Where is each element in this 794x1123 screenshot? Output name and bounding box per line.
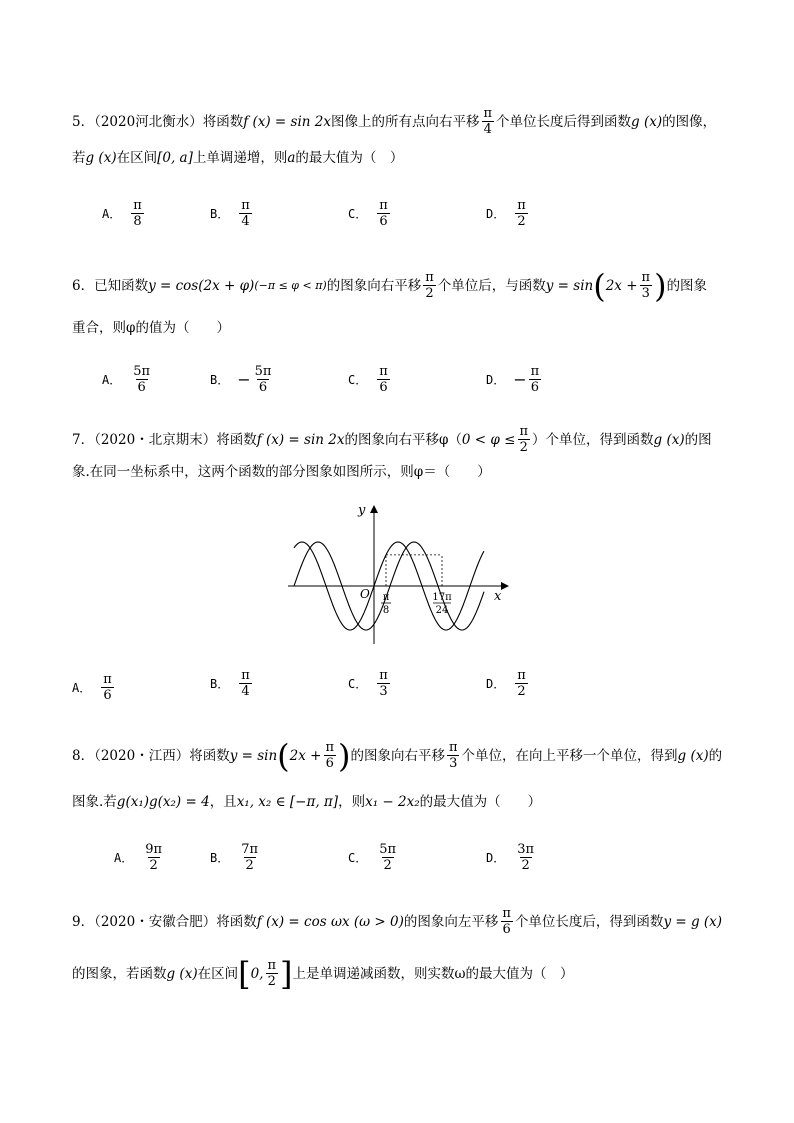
q8-prod: g(x₁)g(x₂) = 4 xyxy=(116,794,210,810)
tick1-den: 8 xyxy=(382,605,390,616)
q7-text-d: 的图 xyxy=(684,431,712,448)
q8-gx: g (x) xyxy=(677,747,709,764)
q6-shift-frac: $\frac{\pi}{2}$ xyxy=(425,270,434,301)
q9-text-c: 个单位长度后，得到函数 xyxy=(514,913,664,930)
q9-text-d: 的图象，若函数 xyxy=(72,965,167,982)
q6-text-d: 的图象 xyxy=(666,277,708,294)
q6-phi-range: (−π ≤ φ < π) xyxy=(254,278,327,292)
q5-interval: [0, a] xyxy=(157,150,193,166)
q8-text-e: 图象.若 xyxy=(72,794,117,810)
q6-option-a[interactable]: A． $\frac{5\pi}{6}$ xyxy=(102,364,151,395)
q7-option-a[interactable]: A． $\frac{\pi}{6}$ xyxy=(72,672,112,703)
q6-option-d[interactable]: D． − $\frac{\pi}{6}$ xyxy=(486,364,540,395)
q6-text-a: 6．已知函数 xyxy=(72,277,149,294)
q8-shift-frac: $\frac{\pi}{3}$ xyxy=(449,740,458,771)
q8-option-a[interactable]: A． $\frac{9\pi}{2}$ xyxy=(114,842,163,873)
q9-text-a: 9．（2020・安徽合肥）将函数 xyxy=(72,913,257,930)
q6-arg-frac: $\frac{\pi}{3}$ xyxy=(641,270,651,301)
q7-option-b[interactable]: B． $\frac{\pi}{4}$ xyxy=(210,668,250,699)
q5-option-c[interactable]: C． $\frac{\pi}{6}$ xyxy=(348,198,388,229)
q9-shift-frac: $\frac{\pi}{6}$ xyxy=(502,906,511,937)
q9-line1 xyxy=(72,906,734,937)
q8-text-a: 8．（2020・江西）将函数 xyxy=(72,747,230,764)
q9-text-f: 上是单调递减函数，则实数ω的最大值为（ ） xyxy=(292,965,574,982)
q6-ysin: y = sin xyxy=(545,277,594,294)
q7-fx: f (x) = sin 2x xyxy=(256,431,345,448)
q9-fcos: f (x) = cos ωx (ω > 0) xyxy=(256,913,404,930)
q5-gx-2: g (x) xyxy=(85,150,117,166)
q5-text-e: 若 xyxy=(72,150,86,166)
tick1-num: π xyxy=(382,592,390,603)
tick2-num: 17π xyxy=(432,592,452,603)
q8-text-b: 的图象向右平移 xyxy=(350,747,445,764)
q9-interval-start: 0, xyxy=(250,965,264,982)
q6-arg: 2x + xyxy=(605,277,638,294)
q6-option-b[interactable]: B． − $\frac{5\pi}{6}$ xyxy=(210,364,272,395)
q7-graph xyxy=(284,500,516,646)
q8-option-b[interactable]: B． $\frac{7\pi}{2}$ xyxy=(210,842,259,873)
x-axis-label: x xyxy=(494,589,502,604)
q9-line2: 的图象，若函数 g (x) 在区间 [ 0, $\frac{\pi}{2}$ ] 上是单调递减函数，则实数ω的最大值为（ ） xyxy=(72,954,574,993)
q7-option-d[interactable]: D． $\frac{\pi}{2}$ xyxy=(486,668,526,699)
q5-fx: f (x) = sin 2x xyxy=(243,113,331,130)
q7-option-c[interactable]: C． $\frac{\pi}{3}$ xyxy=(348,668,388,699)
q5-option-d[interactable]: D． $\frac{\pi}{2}$ xyxy=(486,198,526,229)
q8-text-d: 的 xyxy=(708,747,723,764)
q5-text-f: 在区间 xyxy=(116,150,158,166)
q8-line1: 8．（2020・江西）将函数 y = sin ( 2x + $\frac{\pi}{6}$ ) 的图象向右平移 $\frac{\pi}{3}$ 个单位，在向上平移一个单位，得到 g (x) 的 xyxy=(72,736,723,775)
q5-text: 5．（2020河北衡水）将函数 xyxy=(72,113,244,130)
q5-a: a xyxy=(287,150,296,166)
q7-phi-frac: $\frac{\pi}{2}$ xyxy=(519,424,529,455)
q6-option-c[interactable]: C． $\frac{\pi}{6}$ xyxy=(348,364,388,395)
q7-line1 xyxy=(72,424,734,455)
q8-domain: x₁, x₂ ∈ [−π, π] xyxy=(236,794,339,810)
q8-text-f: ，且 xyxy=(209,794,237,810)
origin-label: O xyxy=(360,587,370,601)
q5-option-b[interactable]: B． $\frac{\pi}{4}$ xyxy=(210,198,250,229)
q5-gx: g (x) xyxy=(631,113,663,130)
y-axis-label: y xyxy=(358,503,366,518)
q5-option-a[interactable]: A． $\frac{\pi}{8}$ xyxy=(102,198,142,229)
q5-line1 xyxy=(72,106,734,137)
q9-interval-frac: $\frac{\pi}{2}$ xyxy=(267,958,277,989)
q6-ycos: y = cos(2x + φ) xyxy=(148,277,255,294)
q8-text-h: 的最大值为（ ） xyxy=(419,794,542,810)
q8-arg-frac: $\frac{\pi}{6}$ xyxy=(325,740,335,771)
q8-option-d[interactable]: D． $\frac{3\pi}{2}$ xyxy=(486,842,535,873)
q8-ysin: y = sin xyxy=(229,747,278,764)
q5-text-h: 的最大值为（ ） xyxy=(295,150,404,166)
q6-line1: 6．已知函数 y = cos(2x + φ) (−π ≤ φ < π) 的图象向右平移 $\frac{\pi}{2}$ 个单位后，与函数 y = sin ( 2x + $\frac{\pi}{3}$ ) 的图象 xyxy=(72,266,708,305)
q7-text-a: 7．（2020・北京期末）将函数 xyxy=(72,431,257,448)
q9-gx: g (x) xyxy=(166,965,198,982)
q9-ygx: y = g (x) xyxy=(663,913,723,930)
q8-text-g: ，则 xyxy=(338,794,366,810)
q8-option-c[interactable]: C． $\frac{5\pi}{2}$ xyxy=(348,842,397,873)
q9-text-b: 的图象向左平移 xyxy=(403,913,499,930)
q6-text-c: 个单位后，与函数 xyxy=(437,277,546,294)
q6-line2 xyxy=(72,318,734,338)
q5-text-c: 个单位长度后得到函数 xyxy=(496,113,632,130)
q7-text-e: 象.在同一坐标系中，这两个函数的部分图象如图所示，则φ＝（ ） xyxy=(72,464,491,480)
q8-text-c: 个单位，在向上平移一个单位，得到 xyxy=(461,747,678,764)
q8-line2 xyxy=(72,792,734,812)
q8-arg: 2x + xyxy=(289,747,322,764)
q6-text-b: 的图象向右平移 xyxy=(326,277,422,294)
q5-text-b: 图像上的所有点向右平移 xyxy=(330,113,480,130)
q7-text-b: 的图象向右平移φ（ xyxy=(344,431,462,448)
tick2-den: 24 xyxy=(435,605,449,616)
q5-shift-frac: $\frac{\pi}{4}$ xyxy=(483,106,493,137)
q7-phi-ineq: 0 < φ ≤ xyxy=(461,431,516,448)
q9-text-e: 在区间 xyxy=(197,965,239,982)
q6-text-e: 重合，则φ的值为（ ） xyxy=(72,320,230,336)
q7-line2 xyxy=(72,462,734,482)
q5-line2 xyxy=(72,148,734,168)
q5-text-g: 上单调递增，则 xyxy=(192,150,288,166)
q7-gx: g (x) xyxy=(653,431,685,448)
q8-expr: x₁ − 2x₂ xyxy=(365,794,420,810)
q5-text-d: 的图像， xyxy=(662,113,717,130)
q7-text-c: ）个单位，得到函数 xyxy=(532,431,654,448)
